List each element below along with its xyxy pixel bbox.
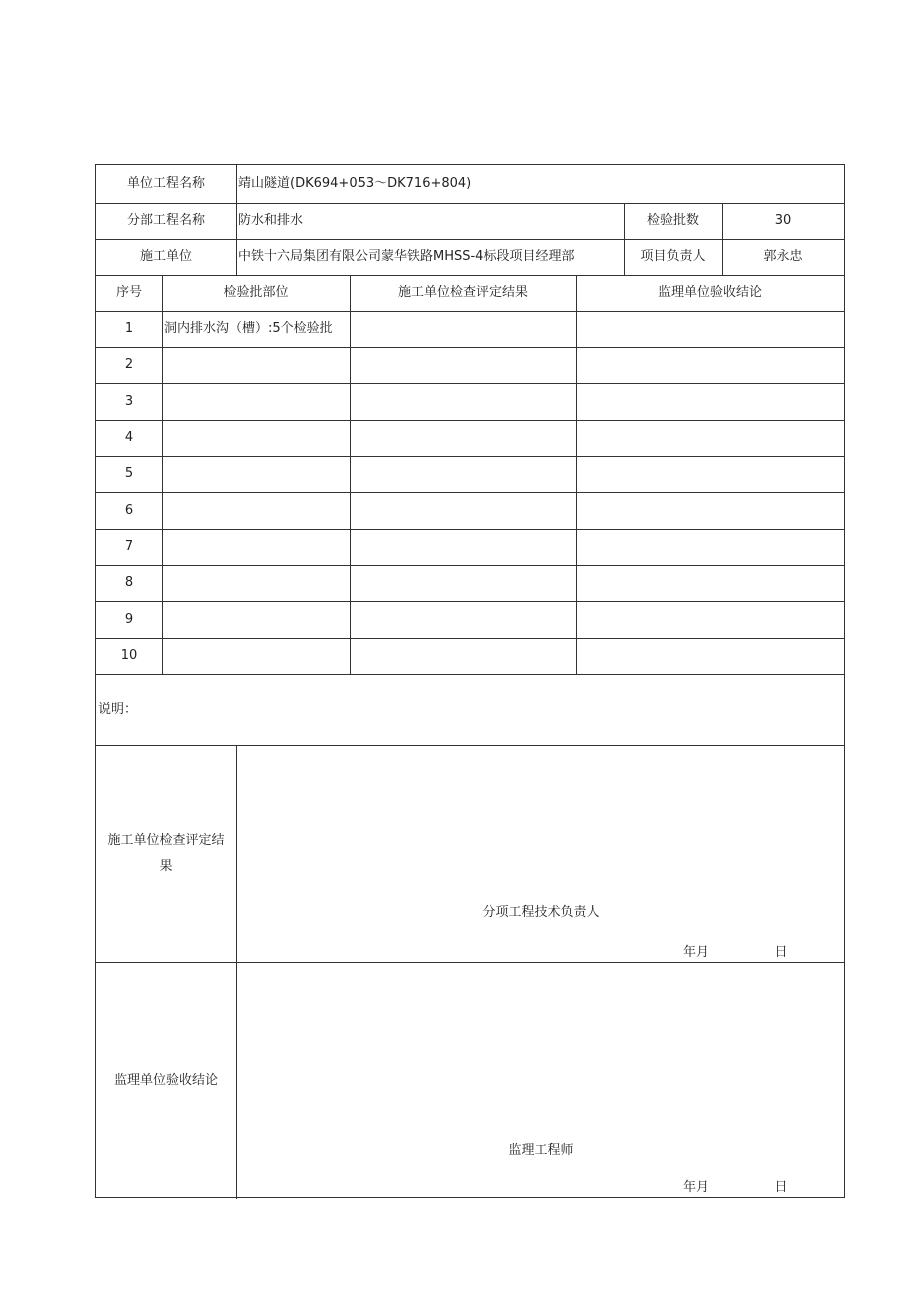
row-number: 4	[124, 430, 134, 445]
row-number: 2	[124, 357, 134, 372]
rule	[96, 347, 844, 348]
row-number: 3	[124, 393, 134, 409]
column-header-no: 序号	[115, 285, 142, 300]
rule	[96, 420, 844, 421]
rule	[576, 275, 577, 674]
row-number: 9	[124, 611, 134, 627]
row-number: 8	[124, 575, 134, 590]
supervisor-conclusion-label: 监理单位验收结论	[113, 1072, 218, 1088]
batch-count-value: 30	[774, 213, 792, 228]
rule	[96, 565, 844, 566]
rule	[96, 456, 844, 457]
manager-value: 郭永忠	[763, 249, 803, 264]
rule	[350, 275, 351, 674]
contractor-date-ym: 年月	[682, 945, 709, 960]
column-header-result: 施工单位检查评定结果	[397, 285, 528, 300]
supervisor-date-day: 日	[774, 1180, 788, 1195]
contractor-value: 中铁十六局集团有限公司蒙华铁路MHSS-4标段项目经理部	[238, 249, 575, 264]
inspection-form	[95, 164, 845, 1198]
row-number: 10	[120, 648, 138, 663]
contractor-signer-label: 分项工程技术负责人	[482, 905, 600, 920]
row-number: 1	[124, 321, 134, 336]
unit-project-label: 单位工程名称	[126, 176, 205, 191]
contractor-label: 施工单位	[139, 249, 192, 264]
sub-project-value: 防水和排水	[238, 213, 304, 228]
row-number: 6	[124, 502, 134, 518]
column-header-location: 检验批部位	[223, 285, 289, 300]
rule	[96, 383, 844, 384]
rule	[96, 638, 844, 639]
rule	[96, 492, 844, 493]
row-number: 5	[124, 466, 134, 481]
supervisor-date-ym: 年月	[682, 1180, 709, 1195]
column-header-conclusion: 监理单位验收结论	[657, 285, 762, 300]
unit-project-value: 靖山隧道(DK694+053～DK716+804)	[238, 176, 472, 191]
supervisor-signer-label: 监理工程师	[508, 1143, 574, 1158]
batch-count-label: 检验批数	[646, 213, 699, 228]
rule	[236, 745, 237, 1199]
rule	[96, 601, 844, 602]
row-location: 洞内排水沟（槽）:5个检验批	[164, 321, 333, 336]
contractor-result-label: 施工单位检查评定结果	[107, 832, 225, 874]
sub-project-label: 分部工程名称	[126, 213, 205, 228]
rule	[96, 529, 844, 530]
manager-label: 项目负责人	[640, 249, 706, 264]
notes-label: 说明：	[98, 701, 138, 717]
contractor-date-day: 日	[774, 945, 788, 960]
row-number: 7	[124, 539, 134, 554]
